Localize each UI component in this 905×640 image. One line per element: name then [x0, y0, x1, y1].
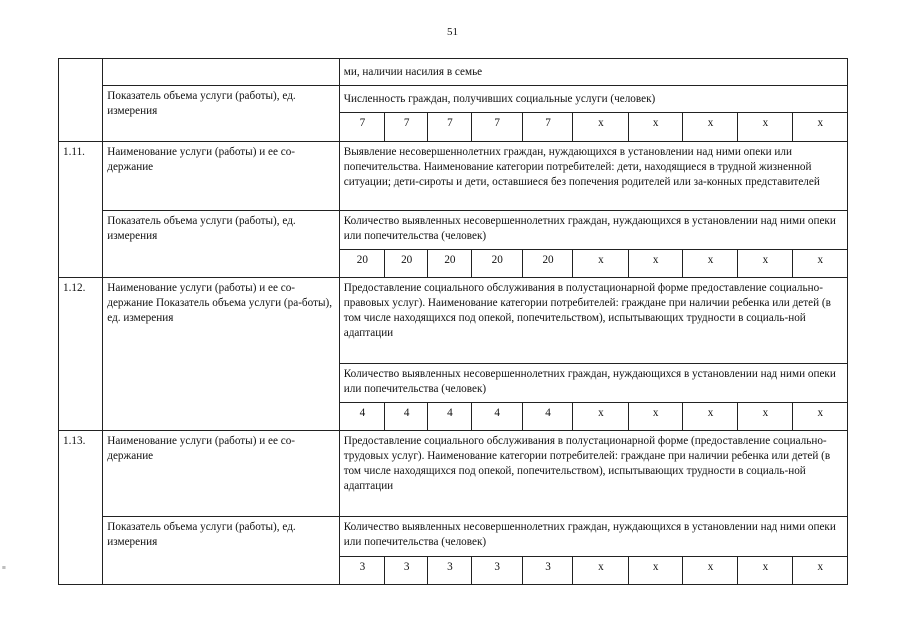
row-number-cell	[59, 59, 103, 142]
page-number: 51	[447, 26, 458, 38]
value-cell: 3	[385, 557, 428, 585]
value-cell: 20	[522, 250, 572, 278]
table-row	[59, 517, 848, 557]
value-cell: x	[682, 403, 737, 431]
service-table	[58, 58, 848, 585]
value-cell: 7	[471, 113, 522, 142]
indicator-label: Показатель объема услуги (работы), ед. измерения	[103, 211, 339, 278]
value-cell: 3	[428, 557, 471, 585]
value-cell: x	[573, 250, 628, 278]
value-cell: 20	[339, 250, 384, 278]
name-label: Наименование услуги (работы) и ее со-держание	[103, 142, 339, 211]
name-label: Наименование услуги (работы) и ее со-держание Показатель объема услуги (ра-боты), ед. измерения	[103, 278, 339, 431]
value-cell: 4	[471, 403, 522, 431]
value-cell: x	[573, 557, 628, 585]
value-cell: 4	[522, 403, 572, 431]
value-cell: x	[573, 113, 628, 142]
value-cell: x	[682, 250, 737, 278]
value-cell: 20	[471, 250, 522, 278]
value-cell: 3	[339, 557, 384, 585]
indicator-text: Количество выявленных несовершеннолетних граждан, нуждающихся в установлении над ними опеки или попечительства (человек)	[339, 211, 847, 250]
value-cell: x	[628, 403, 682, 431]
indicator-text: Численность граждан, получивших социальные услуги (человек)	[339, 86, 847, 113]
value-cell: x	[738, 113, 792, 142]
table-row	[59, 86, 848, 113]
value-cell: x	[628, 113, 682, 142]
row-number: 1.12.	[59, 278, 103, 431]
value-cell: 20	[385, 250, 428, 278]
value-cell: 3	[522, 557, 572, 585]
value-cell: 7	[339, 113, 384, 142]
value-cell: x	[792, 113, 847, 142]
continued-text: ми, наличии насилия в семье	[339, 59, 847, 86]
value-cell: 7	[522, 113, 572, 142]
value-cell: x	[738, 250, 792, 278]
table-row	[59, 431, 848, 517]
indicator-text: Количество выявленных несовершеннолетних граждан, нуждающихся в установлении над ними опеки или попечительства (человек)	[339, 364, 847, 403]
value-cell: 3	[471, 557, 522, 585]
value-cell: x	[792, 403, 847, 431]
value-cell: 7	[385, 113, 428, 142]
value-cell: x	[628, 250, 682, 278]
scan-edge-mark: ≡	[2, 564, 6, 572]
name-text: Предоставление социального обслуживания в полустационарной форме предоставление социально-правовых услуг). Наименование категории потребителей: граждане при наличии ребенка или детей (в том числе находящихся под опекой, попечительством), испытывающих трудности в социаль-ной адаптации	[339, 278, 847, 364]
value-cell: x	[738, 403, 792, 431]
value-cell: x	[792, 557, 847, 585]
indicator-text: Количество выявленных несовершеннолетних граждан, нуждающихся в установлении над ними опеки или попечительства (человек)	[339, 517, 847, 557]
row-label-cell	[103, 59, 339, 86]
table-row	[59, 211, 848, 250]
value-cell: x	[573, 403, 628, 431]
name-text: Выявление несовершеннолетних граждан, нуждающихся в установлении над ними опеки или попечительства. Наименование категории потребителей: дети, находящиеся в трудной жизненной ситуации; дети-сироты и дети, оставшиеся без попечения родителей или за-конных представителей	[339, 142, 847, 211]
table-row	[59, 278, 848, 364]
row-number: 1.11.	[59, 142, 103, 278]
value-cell: x	[792, 250, 847, 278]
indicator-label: Показатель объема услуги (работы), ед. измерения	[103, 517, 339, 585]
value-cell: 4	[385, 403, 428, 431]
row-number: 1.13.	[59, 431, 103, 585]
value-cell: x	[682, 113, 737, 142]
value-cell: x	[628, 557, 682, 585]
table-row	[59, 59, 848, 86]
value-cell: 4	[339, 403, 384, 431]
name-text: Предоставление социального обслуживания в полустационарной форме (предоставление социально-трудовых услуг). Наименование категории потребителей: граждане при наличии ребенка или детей (в том числе находящихся под опекой, попечительством), испытывающих трудности в социаль-ной адаптации	[339, 431, 847, 517]
indicator-label: Показатель объема услуги (работы), ед. измерения	[103, 86, 339, 142]
value-cell: x	[682, 557, 737, 585]
value-cell: x	[738, 557, 792, 585]
value-cell: 20	[428, 250, 471, 278]
table-row	[59, 142, 848, 211]
name-label: Наименование услуги (работы) и ее со-держание	[103, 431, 339, 517]
value-cell: 4	[428, 403, 471, 431]
value-cell: 7	[428, 113, 471, 142]
